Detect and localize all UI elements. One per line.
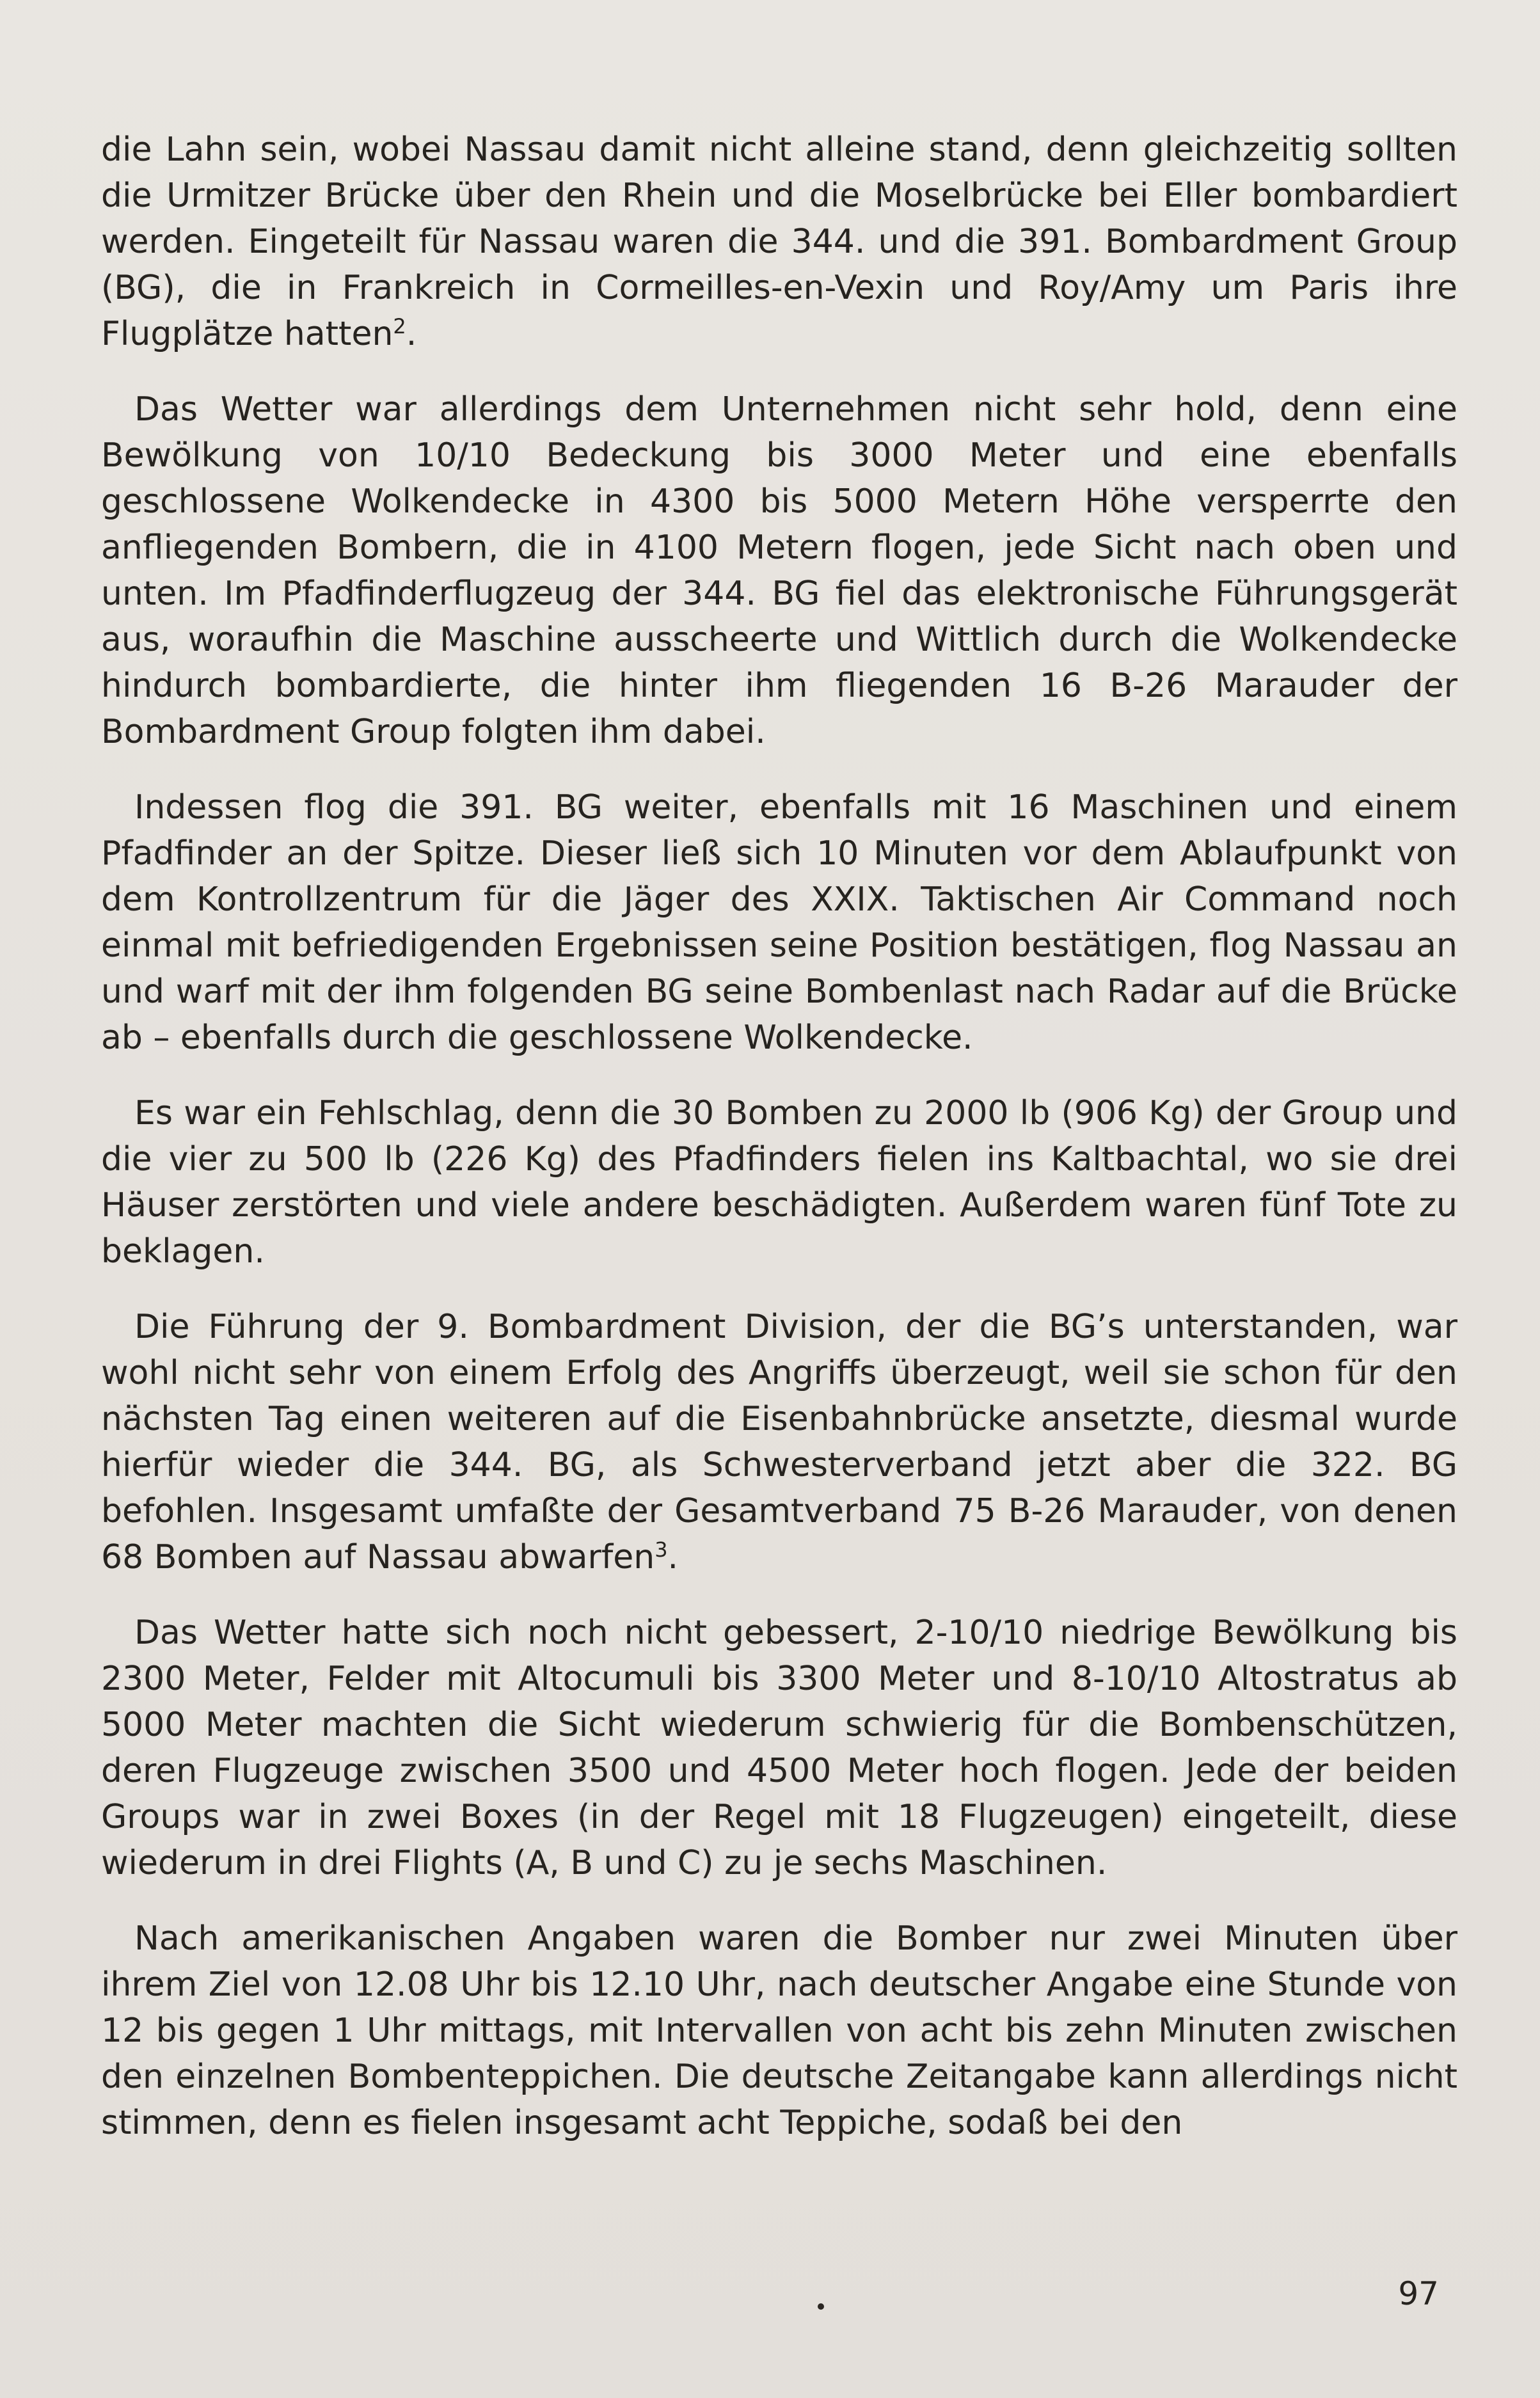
footnote-marker: 3 <box>655 1537 668 1562</box>
paragraph-2: Das Wetter war allerdings dem Unternehmen nicht sehr hold, denn eine Bewölkung von 10/10 Bedeckung bis 3000 Meter und eine ebenfalls geschlossene Wolkendecke in 4300 bis 5000 Metern Höhe versperrte den anfliegenden Bombern, die in 4100 Metern flogen, jede Sicht nach oben und unten. Im Pfadfinderflugzeug der 344. BG fiel das elektronische Führungsgerät aus, woraufhin die Maschine ausscheerte und Wittlich durch die Wolkendecke hindurch bombardierte, die hinter ihm fliegenden 16 B-26 Marauder der Bombardment Group folgten ihm dabei. <box>101 390 1457 751</box>
paragraph-6: Das Wetter hatte sich noch nicht gebessert, 2-10/10 niedrige Bewölkung bis 2300 Meter, Felder mit Altocumuli bis 3300 Meter und 8-10/10 Altostratus ab 5000 Meter machten die Sicht wiederum schwierig für die Bombenschützen, deren Flugzeuge zwischen 3500 und 4500 Meter hoch flogen. Jede der beiden Groups war in zwei Boxes (in der Regel mit 18 Flugzeugen) eingeteilt, diese wiederum in drei Flights (A, B und C) zu je sechs Maschinen. <box>101 1614 1457 1882</box>
paragraph-3: Indessen flog die 391. BG weiter, ebenfalls mit 16 Maschinen und einem Pfadfinder an der Spitze. Dieser ließ sich 10 Minuten vor dem Ablaufpunkt von dem Kontrollzentrum für die Jäger des XXIX. Taktischen Air Command noch einmal mit befriedigenden Ergebnissen seine Position bestätigen, flog Nassau an und warf mit der ihm folgenden BG seine Bombenlast nach Radar auf die Brücke ab – ebenfalls durch die geschlossene Wolkendecke. <box>101 788 1457 1057</box>
paragraph-5: Die Führung der 9. Bombardment Division, der die BG’s unterstanden, war wohl nicht sehr von einem Erfolg des Angriffs überzeugt, weil sie schon für den nächsten Tag einen weiteren auf die Eisenbahnbrücke ansetzte, diesmal wurde hierfür wieder die 344. BG, als Schwesterverband jetzt aber die 322. BG befohlen. Insgesamt umfaßte der Gesamtverband 75 B-26 Marauder, von denen 68 Bomben auf Nassau abwarfen$^3$. <box>101 1308 1457 1576</box>
paragraph-1: die Lahn sein, wobei Nassau damit nicht alleine stand, denn gleichzeitig sollten die Urmitzer Brücke über den Rhein und die Moselbrücke bei Eller bombardiert werden. Eingeteilt für Nassau waren die 344. und die 391. Bombardment Group (BG), die in Frankreich in Cormeilles-en-Vexin und Roy/Amy um Paris ihre Flugplätze hatten$^2$. <box>101 131 1457 353</box>
paragraph-7: Nach amerikanischen Angaben waren die Bomber nur zwei Minuten über ihrem Ziel von 12.08 Uhr bis 12.10 Uhr, nach deutscher Angabe eine Stunde von 12 bis gegen 1 Uhr mittags, mit Intervallen von acht bis zehn Minuten zwischen den einzelnen Bombenteppichen. Die deutsche Zeitangabe kann allerdings nicht stimmen, denn es fielen insgesamt acht Teppiche, sodaß bei den <box>101 1919 1457 2142</box>
paragraph-4: Es war ein Fehlschlag, denn die 30 Bomben zu 2000 lb (906 Kg) der Group und die vier zu 500 lb (226 Kg) des Pfadfinders fielen ins Kaltbachtal, wo sie drei Häuser zerstörten und viele andere beschädigten. Außerdem waren fünf Tote zu beklagen. <box>101 1094 1457 1271</box>
print-speck <box>818 2303 824 2310</box>
page-number: 97 <box>1398 2275 1439 2312</box>
footnote-marker: 2 <box>393 314 406 338</box>
body-text <box>101 127 1457 2146</box>
